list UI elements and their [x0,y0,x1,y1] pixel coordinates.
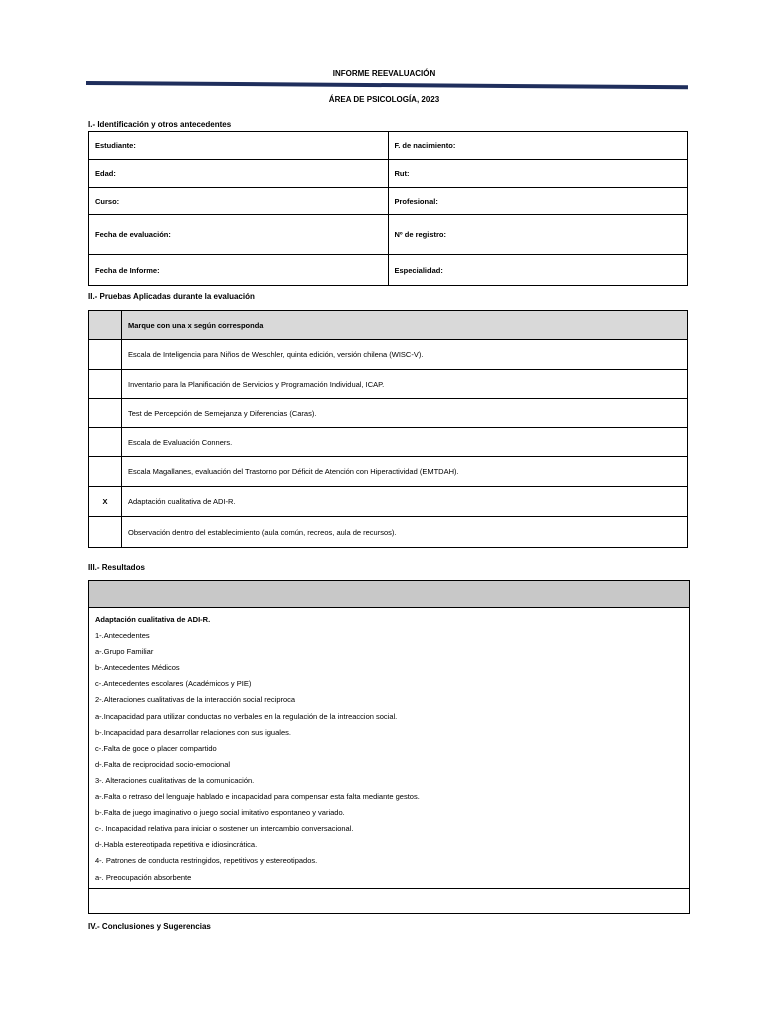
table-row [89,888,690,913]
list-item: b-.Falta de juego imaginativo o juego social imitativo espontaneo y variado. [95,808,345,818]
test-name-cell: Escala Magallanes, evaluación del Trastorno por Déficit de Atención con Hiperactividad (EMTDAH). [122,457,688,487]
table-header-row [89,311,688,340]
results-empty-cell[interactable] [89,888,690,913]
test-mark-cell[interactable] [89,428,122,457]
list-item: b-.Incapacidad para desarrollar relaciones con sus iguales. [95,727,291,737]
rut-field-label: Rut: [388,160,688,188]
table-header-row [89,581,690,608]
list-item: a-.Grupo Familiar [95,647,154,657]
identification-table [88,131,688,286]
test-mark-cell[interactable] [89,457,122,487]
table-row [89,215,688,255]
registry-number-field-label: Nº de registro: [388,215,688,255]
list-item: d-.Habla estereotipada repetitiva e idiosincrática. [95,840,258,850]
test-mark-cell[interactable] [89,340,122,370]
section-3-heading: III.- Resultados [88,563,145,572]
section-2-heading: II.- Pruebas Aplicadas durante la evaluación [88,292,255,301]
list-item: 4-. Patrones de conducta restringidos, repetitivos y estereotipados. [95,856,318,866]
table-row [89,160,688,188]
section-4-heading: IV.- Conclusiones y Sugerencias [88,922,211,931]
table-row [89,608,690,889]
list-item: 2-.Alteraciones cualitativas de la interacción social reciproca [95,695,296,705]
test-mark-cell[interactable] [89,399,122,428]
table-row [89,428,688,457]
header-divider-bar [86,81,688,89]
table-row [89,132,688,160]
student-field-label: Estudiante: [89,132,389,160]
tests-header-label: Marque con una x según corresponda [122,311,688,340]
list-item: d-.Falta de reciprocidad socio-emocional [95,759,231,769]
list-item: b-.Antecedentes Médicos [95,663,180,673]
birthdate-field-label: F. de nacimiento: [388,132,688,160]
table-row [89,340,688,370]
evaluation-date-field-label: Fecha de evaluación: [89,215,389,255]
list-item: a-.Falta o retraso del lenguaje hablado e incapacidad para compensar esta falta mediante gestos. [95,792,420,802]
test-name-cell: Adaptación cualitativa de ADI-R. [122,487,688,517]
test-mark-cell[interactable] [89,370,122,399]
test-name-cell: Escala de Inteligencia para Niños de Weschler, quinta edición, versión chilena (WISC-V). [122,340,688,370]
test-name-cell: Test de Percepción de Semejanza y Diferencias (Caras). [122,399,688,428]
results-table [88,580,690,914]
results-content-cell [89,608,690,889]
section-1-heading: I.- Identificación y otros antecedentes [88,120,232,129]
document-subtitle: ÁREA DE PSICOLOGÍA, 2023 [328,95,440,104]
test-name-cell: Escala de Evaluación Conners. [122,428,688,457]
list-item: a-. Preocupación absorbente [95,872,192,882]
professional-field-label: Profesional: [388,188,688,215]
table-row [89,255,688,286]
test-mark-cell[interactable]: X [89,487,122,517]
course-field-label: Curso: [89,188,389,215]
results-header-cell [89,581,690,608]
age-field-label: Edad: [89,160,389,188]
test-mark-cell[interactable] [89,517,122,548]
report-date-field-label: Fecha de Informe: [89,255,389,286]
table-row [89,399,688,428]
table-row [89,517,688,548]
list-item: a-.Incapacidad para utilizar conductas no verbales en la regulación de la intreaccion social. [95,711,398,721]
list-item: 1-.Antecedentes [95,631,150,641]
tests-table [88,310,688,548]
mark-column-header [89,311,122,340]
document-title: INFORME REEVALUACIÓN [332,69,436,78]
results-title: Adaptación cualitativa de ADI-R. [95,615,211,624]
test-name-cell: Inventario para la Planificación de Servicios y Programación Individual, ICAP. [122,370,688,399]
table-row [89,457,688,487]
list-item: c-.Antecedentes escolares (Académicos y PIE) [95,679,252,689]
table-row [89,370,688,399]
test-name-cell: Observación dentro del establecimiento (aula común, recreos, aula de recursos). [122,517,688,548]
list-item: c-. Incapacidad relativa para iniciar o sostener un intercambio conversacional. [95,824,354,834]
specialty-field-label: Especialidad: [388,255,688,286]
table-row [89,487,688,517]
table-row [89,188,688,215]
list-item: 3-. Alteraciones cualitativas de la comunicación. [95,775,255,785]
list-item: c-.Falta de goce o placer compartido [95,743,217,753]
